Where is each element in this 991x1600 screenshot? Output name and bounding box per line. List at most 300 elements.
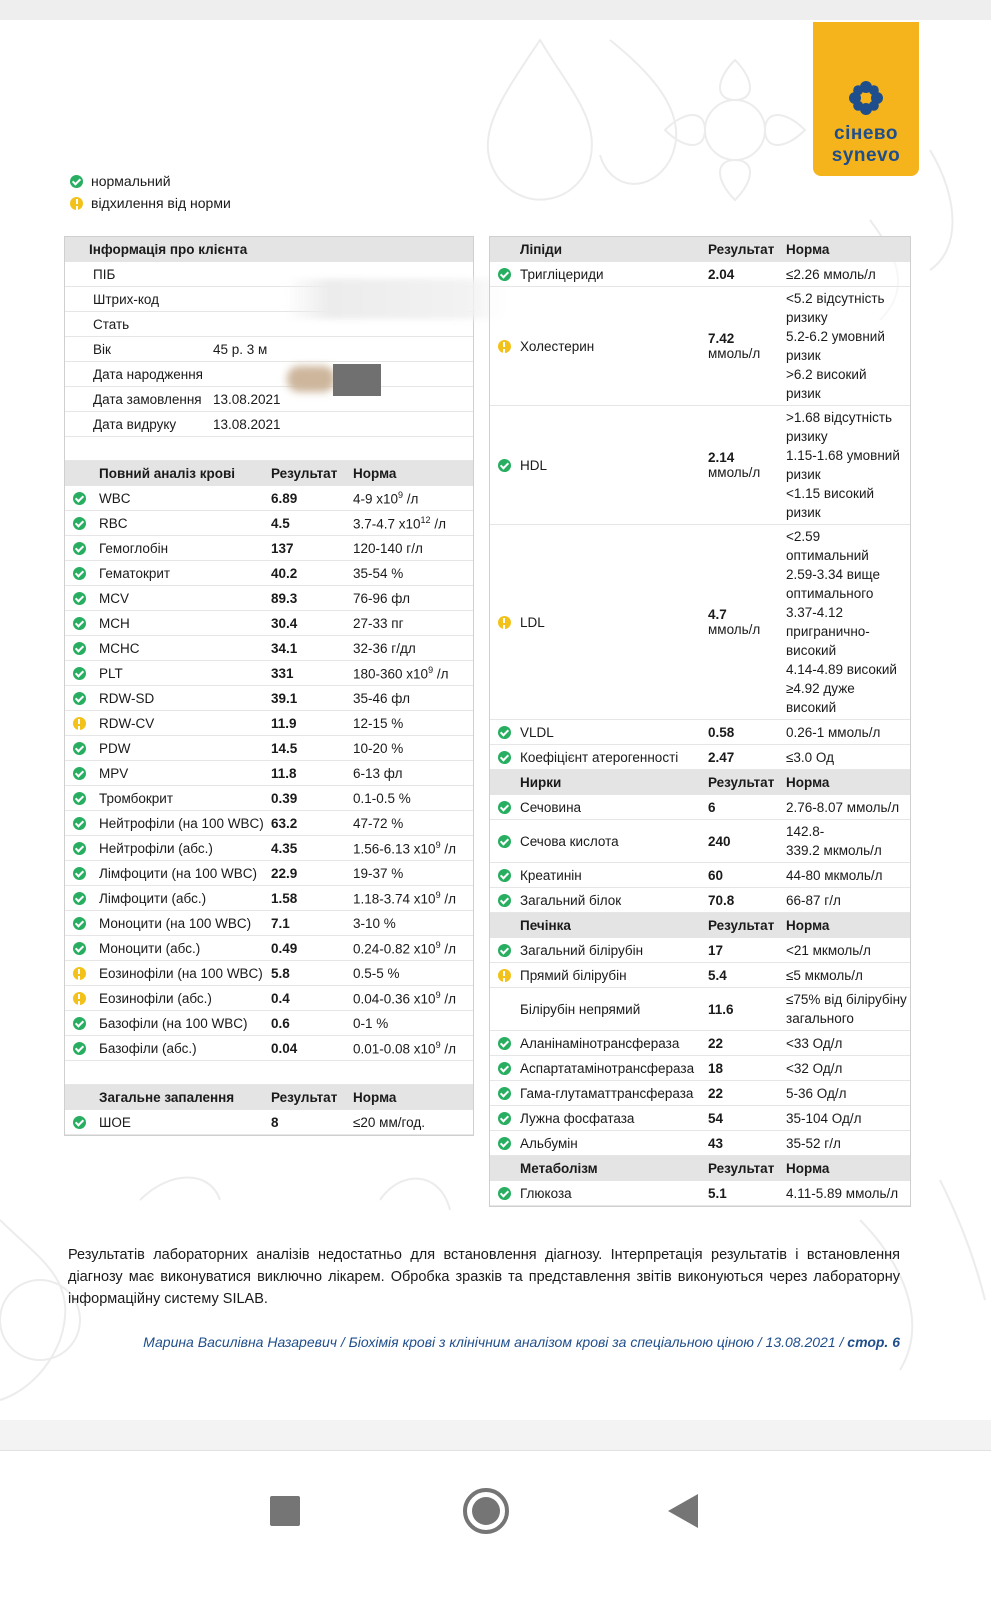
status-cell <box>490 801 518 814</box>
table-row <box>65 886 473 911</box>
table-row <box>65 861 473 886</box>
check-circle-icon <box>498 1062 511 1075</box>
test-name: PLT <box>99 665 123 681</box>
check-circle-icon <box>73 592 86 605</box>
norm-line: 5.2-6.2 умовний <box>786 329 885 344</box>
test-name: Білірубін непрямий <box>520 1001 641 1017</box>
check-circle-icon <box>498 726 511 739</box>
test-name: VLDL <box>520 724 554 740</box>
norm-line: 35-52 г/л <box>786 1135 841 1151</box>
test-name: Лімфоцити (на 100 WBC) <box>99 865 257 881</box>
result-column-header: Результат <box>708 775 775 790</box>
norm-unit: /л <box>440 841 456 857</box>
test-result: 40.2 <box>271 565 298 581</box>
norm-value: 0.5-5 % <box>353 965 400 981</box>
norm-value: 3.7-4.7 x10 <box>353 516 421 532</box>
norm-line: <5.2 відсутність <box>786 291 885 306</box>
test-name: Нейтрофіли (на 100 WBC) <box>99 815 264 831</box>
legend-deviation <box>70 192 231 214</box>
status-cell <box>65 592 93 605</box>
redacted-birthdate <box>287 366 335 392</box>
flower-logo-icon <box>848 80 884 116</box>
norm-exponent: 9 <box>435 939 441 950</box>
norm-line: оптимального <box>786 586 874 601</box>
client-info-row <box>65 387 473 412</box>
table-row <box>65 586 473 611</box>
test-result <box>708 725 786 740</box>
status-cell <box>65 492 93 505</box>
norm-value: 1.56-6.13 x10 <box>353 841 436 857</box>
section-title: Печінка <box>520 918 571 933</box>
test-norm <box>353 616 473 631</box>
section-title: Повний аналіз крові <box>99 466 236 481</box>
synevo-logo <box>813 22 919 176</box>
test-result: 6.89 <box>271 490 298 506</box>
check-circle-icon <box>498 1137 511 1150</box>
norm-line: <32 Од/л <box>786 1060 843 1076</box>
test-result <box>708 607 786 637</box>
result-column-header: Результат <box>271 1090 338 1105</box>
info-label: Дата замовлення <box>93 391 202 407</box>
norm-value: 1.18-3.74 x10 <box>353 891 436 907</box>
result-column-header: Результат <box>708 242 775 257</box>
norm-line: ≤2.26 ммоль/л <box>786 266 876 282</box>
table-row <box>490 938 910 963</box>
test-result <box>708 1086 786 1101</box>
norm-line: 142.8- <box>786 824 825 839</box>
section-header-inflammation <box>65 1085 473 1110</box>
norm-line: 4.14-4.89 високий <box>786 662 897 677</box>
table-row <box>65 736 473 761</box>
norm-line: пригранично- <box>786 624 870 639</box>
check-circle-icon <box>498 459 511 472</box>
norm-value: 120-140 г/л <box>353 540 423 556</box>
section-title: Ліпіди <box>520 242 562 257</box>
result-value: 60 <box>708 867 724 883</box>
norm-column-header: Норма <box>786 242 830 257</box>
norm-value: 19-37 % <box>353 865 404 881</box>
test-name: Аспартатамінотрансфераза <box>520 1060 695 1076</box>
info-label: Штрих-код <box>93 291 159 307</box>
test-name: LDL <box>520 614 545 630</box>
norm-line: 44-80 мкмоль/л <box>786 867 883 883</box>
test-norm <box>786 263 910 286</box>
status-cell <box>65 892 93 905</box>
check-circle-icon <box>498 1187 511 1200</box>
test-result: 0.4 <box>271 990 290 1006</box>
test-result <box>708 834 786 849</box>
test-norm <box>353 1040 473 1057</box>
table-row <box>65 1011 473 1036</box>
result-value: 2.04 <box>708 266 735 282</box>
check-circle-icon <box>73 642 86 655</box>
test-result <box>708 893 786 908</box>
test-result: 8 <box>271 1114 279 1130</box>
test-result: 11.9 <box>271 715 297 731</box>
status-cell <box>65 667 93 680</box>
test-name: ШОЕ <box>99 1114 131 1130</box>
table-row <box>65 1036 473 1061</box>
table-row <box>490 1181 910 1206</box>
test-norm <box>353 741 473 756</box>
result-unit: ммоль/л <box>708 622 761 637</box>
check-circle-icon <box>498 1037 511 1050</box>
norm-line: >1.68 відсутність <box>786 410 893 425</box>
norm-value: 180-360 x10 <box>353 666 429 682</box>
test-norm <box>786 964 910 987</box>
norm-value: 47-72 % <box>353 815 404 831</box>
status-cell <box>490 459 518 472</box>
report-page <box>0 20 991 1420</box>
section-header-kidneys <box>490 770 910 795</box>
status-cell <box>490 1137 518 1150</box>
status-cell <box>490 726 518 739</box>
norm-line: 2.76-8.07 ммоль/л <box>786 799 900 815</box>
check-circle-icon <box>73 492 86 505</box>
test-norm <box>353 665 473 682</box>
norm-line: 1.15-1.68 умовний <box>786 448 900 463</box>
disclaimer-text: Результатів лабораторних аналізів недостатньо для встановлення діагнозу. Інтерпретація результатів і встановлення діагнозу має виконуватися виключно лікарем. Обробка зразків та представлення звітів виконуються через лабораторну інформаційну систему SILAB. <box>68 1247 900 1307</box>
table-row <box>65 511 473 536</box>
back-icon[interactable] <box>668 1494 698 1528</box>
client-info-row <box>65 412 473 437</box>
test-norm <box>353 716 473 731</box>
norm-unit: /л <box>440 941 456 957</box>
norm-value: 10-20 % <box>353 740 404 756</box>
table-row <box>65 811 473 836</box>
check-circle-icon <box>498 268 511 281</box>
client-info-header <box>65 237 473 262</box>
table-row <box>65 911 473 936</box>
test-norm <box>353 866 473 881</box>
test-result: 89.3 <box>271 590 298 606</box>
test-name: WBC <box>99 490 131 506</box>
test-result <box>708 868 786 883</box>
test-norm <box>353 990 473 1007</box>
check-circle-icon <box>73 867 86 880</box>
status-cell <box>65 617 93 630</box>
norm-exponent: 9 <box>435 889 441 900</box>
table-row <box>490 1031 910 1056</box>
norm-column-header: Норма <box>353 1090 397 1105</box>
test-norm <box>786 1132 910 1155</box>
test-name: Нейтрофіли (абс.) <box>99 840 213 856</box>
test-norm <box>786 1182 910 1205</box>
norm-line: 35-104 Од/л <box>786 1110 862 1126</box>
check-circle-icon <box>73 692 86 705</box>
test-name: RBC <box>99 515 128 531</box>
norm-column-header: Норма <box>786 918 830 933</box>
test-name: PDW <box>99 740 131 756</box>
norm-line: ≥4.92 дуже <box>786 681 855 696</box>
info-label: Вік <box>93 341 111 357</box>
norm-line: ризику <box>786 429 828 444</box>
status-cell <box>65 1042 93 1055</box>
test-name: Гемоглобін <box>99 540 169 556</box>
result-value: 54 <box>708 1110 724 1126</box>
home-icon[interactable] <box>463 1488 509 1534</box>
test-result: 331 <box>271 665 294 681</box>
norm-unit: /л <box>440 891 456 907</box>
test-result <box>708 1186 786 1201</box>
info-label: Дата народження <box>93 366 203 382</box>
test-norm <box>786 1082 910 1105</box>
check-circle-icon <box>498 894 511 907</box>
warning-circle-icon <box>498 340 511 353</box>
test-norm <box>786 525 910 719</box>
table-row <box>65 986 473 1011</box>
status-cell <box>490 969 518 982</box>
norm-line: <33 Од/л <box>786 1035 843 1051</box>
table-row <box>490 888 910 913</box>
norm-line: >6.2 високий <box>786 367 867 382</box>
norm-unit: /л <box>433 666 449 682</box>
section-title: Загальне запалення <box>99 1090 235 1105</box>
test-norm <box>353 816 473 831</box>
test-result <box>708 1002 786 1017</box>
test-name: MCV <box>99 590 129 606</box>
norm-line: 0.26-1 ммоль/л <box>786 724 881 740</box>
norm-unit: /л <box>430 516 446 532</box>
norm-line: високий <box>786 700 837 715</box>
logo-text-en: synevo <box>831 145 901 166</box>
test-norm <box>353 541 473 556</box>
test-name: Базофіли (на 100 WBC) <box>99 1015 248 1031</box>
check-circle-icon <box>73 842 86 855</box>
check-circle-icon <box>498 1087 511 1100</box>
section-header-cbc <box>65 461 473 486</box>
status-cell <box>490 944 518 957</box>
norm-line: 66-87 г/л <box>786 892 841 908</box>
table-row <box>490 1081 910 1106</box>
status-cell <box>490 340 518 353</box>
check-circle-icon <box>73 942 86 955</box>
test-result: 1.58 <box>271 890 298 906</box>
status-cell <box>65 842 93 855</box>
redacted-name-barcode <box>285 279 510 319</box>
status-cell <box>65 717 93 730</box>
test-name: Гематокрит <box>99 565 171 581</box>
test-name: Гама-глутаматтрансфераза <box>520 1085 694 1101</box>
section-header-metabolism <box>490 1156 910 1181</box>
norm-value: 4-9 x10 <box>353 491 399 507</box>
warning-circle-icon <box>498 969 511 982</box>
table-row <box>490 1131 910 1156</box>
result-value: 17 <box>708 942 724 958</box>
table-row <box>490 745 910 770</box>
test-result <box>708 968 786 983</box>
warning-circle-icon <box>498 616 511 629</box>
test-result <box>708 331 786 361</box>
check-circle-icon <box>498 751 511 764</box>
table-row <box>490 525 910 720</box>
result-value: 43 <box>708 1135 724 1151</box>
test-result: 0.39 <box>271 790 298 806</box>
test-norm <box>353 890 473 907</box>
footer-text: Марина Василівна Назаревич / Біохімія крові з клінічним аналізом крові за спеціальною ціною / 13.08.2021 / <box>143 1334 848 1350</box>
legend <box>70 170 231 214</box>
result-value: 18 <box>708 1060 724 1076</box>
table-row <box>65 936 473 961</box>
check-circle-icon <box>73 817 86 830</box>
test-norm <box>353 641 473 656</box>
test-name: HDL <box>520 457 548 473</box>
status-cell <box>65 692 93 705</box>
status-cell <box>65 767 93 780</box>
test-result: 63.2 <box>271 815 298 831</box>
status-cell <box>65 642 93 655</box>
legend-normal-label: нормальний <box>91 173 171 189</box>
test-norm <box>786 721 910 744</box>
report-footer <box>68 1334 900 1350</box>
check-circle-icon <box>498 835 511 848</box>
norm-exponent: 9 <box>435 989 441 1000</box>
test-name: Еозинофіли (абс.) <box>99 990 212 1006</box>
norm-column-header: Норма <box>353 466 397 481</box>
result-value: 0.58 <box>708 724 735 740</box>
test-name: Еозинофіли (на 100 WBC) <box>99 965 263 981</box>
test-name: Креатинін <box>520 867 582 883</box>
norm-line: ≤5 мкмоль/л <box>786 967 863 983</box>
status-cell <box>65 1116 93 1129</box>
norm-line: ризик <box>786 505 821 520</box>
warning-circle-icon <box>73 967 86 980</box>
status-cell <box>65 792 93 805</box>
test-name: Тригліцериди <box>520 266 604 282</box>
table-row <box>65 536 473 561</box>
warning-circle-icon <box>70 197 83 210</box>
table-row <box>65 786 473 811</box>
status-cell <box>490 1187 518 1200</box>
test-result: 7.1 <box>271 915 290 931</box>
check-circle-icon <box>73 567 86 580</box>
left-results-table <box>64 236 474 1136</box>
table-row <box>65 761 473 786</box>
norm-value: 27-33 пг <box>353 615 404 631</box>
test-name: MCH <box>99 615 130 631</box>
table-row <box>65 661 473 686</box>
table-row <box>65 561 473 586</box>
section-title: Нирки <box>520 775 562 790</box>
test-name: Коефіцієнт атерогенності <box>520 749 679 765</box>
test-name: Лужна фосфатаза <box>520 1110 635 1126</box>
section-header-liver <box>490 913 910 938</box>
norm-line: 2.59-3.34 вище <box>786 567 880 582</box>
logo-text-ua: сінево <box>834 123 898 144</box>
info-label: Стать <box>93 316 130 332</box>
test-norm <box>353 916 473 931</box>
client-info-row <box>65 337 473 362</box>
test-result <box>708 750 786 765</box>
spacer-row <box>65 437 473 461</box>
check-circle-icon <box>498 1112 511 1125</box>
result-value: 70.8 <box>708 892 735 908</box>
result-unit: ммоль/л <box>708 465 761 480</box>
norm-line: ризик <box>786 348 821 363</box>
check-circle-icon <box>73 617 86 630</box>
norm-value: 32-36 г/дл <box>353 640 416 656</box>
test-result <box>708 450 786 480</box>
table-row <box>65 611 473 636</box>
norm-line: 3.37-4.12 <box>786 605 844 620</box>
result-column-header: Результат <box>271 466 338 481</box>
test-norm <box>786 864 910 887</box>
result-value: 240 <box>708 833 731 849</box>
info-label: ПІБ <box>93 266 116 282</box>
check-circle-icon <box>73 517 86 530</box>
recent-apps-icon[interactable] <box>270 1496 300 1526</box>
result-value: 2.47 <box>708 749 735 765</box>
top-strip <box>0 0 991 20</box>
table-row <box>490 406 910 525</box>
norm-column-header: Норма <box>786 1161 830 1176</box>
check-circle-icon <box>73 1116 86 1129</box>
norm-line: ≤3.0 Од <box>786 749 835 765</box>
norm-unit: /л <box>403 491 419 507</box>
status-cell <box>490 1112 518 1125</box>
test-result: 30.4 <box>271 615 298 631</box>
status-cell <box>490 751 518 764</box>
legend-normal <box>70 170 231 192</box>
test-norm <box>786 820 910 862</box>
norm-column-header: Норма <box>786 775 830 790</box>
result-value: 5.4 <box>708 967 727 983</box>
table-row <box>490 795 910 820</box>
test-result: 4.35 <box>271 840 298 856</box>
test-result <box>708 943 786 958</box>
test-name: MCHC <box>99 640 140 656</box>
norm-exponent: 9 <box>398 489 404 500</box>
test-result <box>708 800 786 815</box>
test-name: RDW-SD <box>99 690 155 706</box>
test-norm <box>353 515 473 532</box>
norm-value: 35-46 фл <box>353 690 410 706</box>
norm-value: 0.04-0.36 x10 <box>353 991 436 1007</box>
test-norm <box>353 691 473 706</box>
test-norm <box>786 796 910 819</box>
status-cell <box>65 967 93 980</box>
status-cell <box>65 942 93 955</box>
warning-circle-icon <box>73 992 86 1005</box>
test-norm <box>786 1032 910 1055</box>
test-norm <box>786 1107 910 1130</box>
norm-line: загального <box>786 1011 854 1026</box>
norm-value: 0-1 % <box>353 1015 389 1031</box>
norm-value: 0.01-0.08 x10 <box>353 1041 436 1057</box>
norm-value: 0.1-0.5 % <box>353 790 411 806</box>
norm-line: 339.2 мкмоль/л <box>786 843 882 858</box>
test-norm: ≤20 мм/год. <box>353 1114 425 1130</box>
test-norm <box>353 591 473 606</box>
norm-exponent: 9 <box>435 1039 441 1050</box>
test-result: 11.8 <box>271 765 297 781</box>
test-result: 0.6 <box>271 1015 290 1031</box>
info-value: 13.08.2021 <box>213 391 281 407</box>
test-result <box>708 1036 786 1051</box>
norm-exponent: 9 <box>428 664 434 675</box>
result-value: 2.14 <box>708 450 735 465</box>
norm-exponent: 9 <box>435 839 441 850</box>
test-norm <box>353 766 473 781</box>
test-norm <box>786 889 910 912</box>
test-name: Аланінамінотрансфераза <box>520 1035 680 1051</box>
status-cell <box>490 869 518 882</box>
test-norm <box>353 966 473 981</box>
norm-value: 0.24-0.82 x10 <box>353 941 436 957</box>
warning-circle-icon <box>73 717 86 730</box>
status-cell <box>65 992 93 1005</box>
test-result: 0.04 <box>271 1040 298 1056</box>
